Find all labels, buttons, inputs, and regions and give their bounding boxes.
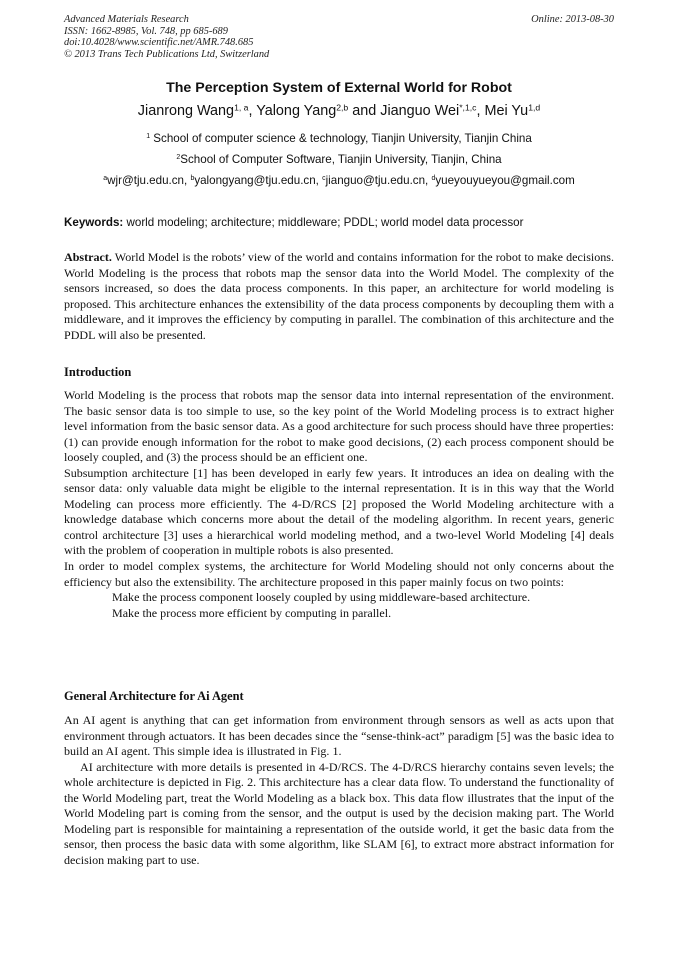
- author-name: Yalong Yang: [256, 103, 337, 119]
- affiliation-1: [0, 132, 678, 145]
- author-separator: and: [348, 103, 381, 119]
- affiliation-mark: 2: [176, 154, 181, 162]
- keywords-label: Keywords:: [64, 216, 124, 229]
- author-name: Jianrong Wang: [137, 103, 235, 119]
- journal-header: [64, 14, 269, 60]
- list-item: Make the process more efficient by computing in parallel.: [112, 605, 392, 620]
- email-address: wjr@tju.edu.cn,: [107, 174, 191, 187]
- author-emails: [0, 174, 678, 187]
- abstract: [64, 250, 614, 343]
- email-mark: a: [103, 175, 108, 183]
- journal-issn: ISSN: 1662-8985, Vol. 748, pp 685-689: [64, 25, 228, 37]
- paragraph: In order to model complex systems, the architecture for World Modeling should not only concerns about the efficiency but also the extensibility. The architecture proposed in this paper mainly focus on two points:: [64, 559, 614, 589]
- section-heading-architecture: General Architecture for Ai Agent: [64, 689, 244, 703]
- email-mark: c: [322, 175, 326, 183]
- abstract-text: World Model is the robots’ view of the world and contains information for the robot to make decisions. World Modeling is the process that robots map the sensor data into the World Model. The complexity of the sensors increased, so does the data process components. In this paper, an architecture for world modeling is proposed. This architecture enhances the extensibility of the data process components by decoupling them with a middleware, and it improves the efficiency by computing in parallel. The combination of this architecture and the PDDL will also be presented.: [64, 250, 614, 342]
- journal-doi: doi:10.4028/www.scientific.net/AMR.748.685: [64, 37, 254, 49]
- author-affiliation-mark: 1, a: [234, 102, 249, 113]
- paragraph: World Modeling is the process that robots map the sensor data into internal representation of the environment. The basic sensor data is too simple to use, so the key point of the World Modeling process is to extract higher level information from the basic sensor data. As a good architecture for such process should have three properties: (1) can provide enough information for the robot to make good decisions, (2) each process component should be loosely coupled, and (3) the process should be an efficient one.: [64, 388, 614, 465]
- architecture-section: [64, 713, 614, 868]
- journal-name: Advanced Materials Research: [64, 14, 189, 25]
- paper-title: The Perception System of External World for Robot: [166, 80, 512, 96]
- email-address: yalongyang@tju.edu.cn,: [194, 174, 323, 187]
- author-separator: ,: [248, 103, 257, 119]
- paragraph: Subsumption architecture [1] has been developed in early few years. It introduces an idea on dealing with the sensor data: only valuable data might be eligible to the internal representation. It is in this way that the World Modeling can process more efficiently. The 4-D/RCS [2] proposed the World Modeling architecture with a knowledge database which concerns more about the detail of the modeling algorithm. In recent years, generic control architecture [3] uses a hierarchical world modeling method, and a two-level World Modeling [4] deals with the problem of cooperation in multiple robots is also presented.: [64, 465, 614, 558]
- section-heading-introduction: Introduction: [64, 365, 132, 379]
- email-address: jianguo@tju.edu.cn,: [325, 174, 432, 187]
- affiliation-mark: 1: [146, 133, 151, 141]
- author-list: [0, 103, 678, 119]
- author-affiliation-mark: 2,b: [336, 102, 349, 113]
- author-name: Jianguo Wei: [380, 103, 460, 119]
- paragraph: An AI agent is anything that can get information from environment through sensors as well as acts upon that environment through actuators. It has been decades since the “sense-think-act” paradigm [5] was the basic idea to build an AI agent. This simple idea is illustrated in Fig. 1.: [64, 713, 614, 759]
- author-affiliation-mark: *,1,c: [459, 102, 477, 113]
- introduction-section: [64, 388, 614, 621]
- online-date: Online: 2013-08-30: [531, 14, 614, 25]
- journal-copyright: © 2013 Trans Tech Publications Ltd, Switzerland: [64, 48, 270, 60]
- author-name: Mei Yu: [484, 103, 529, 119]
- email-mark: d: [431, 175, 436, 183]
- keywords-text: world modeling; architecture; middleware; PDDL; world model data processor: [123, 216, 524, 229]
- email-address: yueyouyueyou@gmail.com: [435, 174, 575, 187]
- paragraph: AI architecture with more details is presented in 4-D/RCS. The 4-D/RCS hierarchy contains seven levels; the whole architecture is depicted in Fig. 2. This architecture has a clear data flow. To understand the functionality of the World Modeling part, treat the World Modeling as a black box. This data flow illustrates that the input of the World Modeling part is coming from the sensor, and the output is used by the decision making part. The World Modeling part is responsible for maintaining a representation of the outside world, it get the basic data from the sensor, then process the basic data with some algorithm, like SLAM [6], to extract more abstract information for decision making part to use.: [64, 759, 614, 867]
- email-mark: b: [190, 175, 195, 183]
- affiliation-text: School of Computer Software, Tianjin University, Tianjin, China: [180, 153, 502, 166]
- author-separator: ,: [476, 103, 485, 119]
- keywords-line: [64, 216, 614, 229]
- abstract-label: Abstract.: [64, 250, 112, 264]
- author-affiliation-mark: 1,d: [528, 102, 541, 113]
- affiliation-2: [0, 153, 678, 166]
- list-item: Make the process component loosely coupled by using middleware-based architecture.: [112, 590, 531, 605]
- affiliation-text: School of computer science & technology, Tianjin University, Tianjin China: [150, 132, 532, 145]
